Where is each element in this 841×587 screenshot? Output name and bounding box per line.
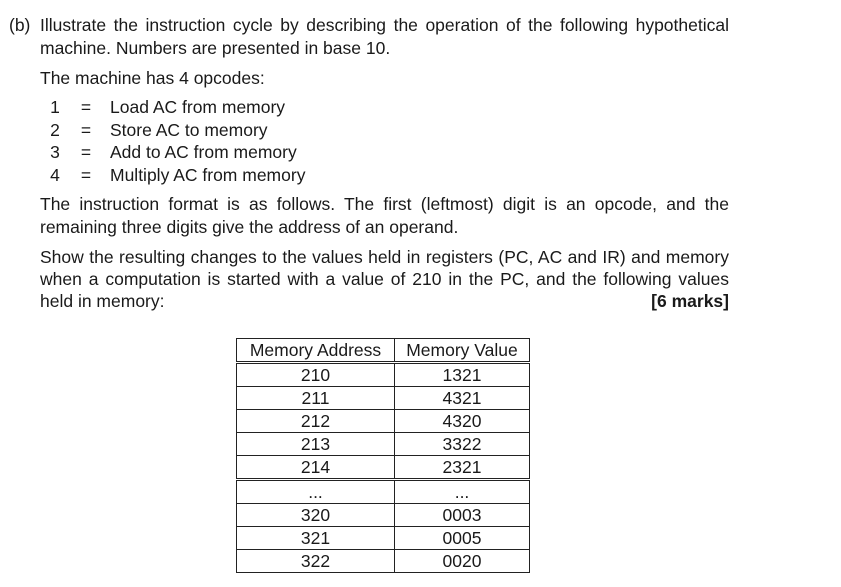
equals-sign: = — [80, 97, 92, 117]
opcode-description: Multiply AC from memory — [110, 165, 306, 185]
marks-label: [6 marks] — [651, 291, 729, 311]
opcode-number: 1 — [50, 97, 60, 117]
intro-line-2: machine. Numbers are presented in base 10. — [40, 38, 391, 58]
value-cell: 2321 — [395, 456, 530, 480]
table-row — [237, 410, 530, 433]
value-cell: 4321 — [395, 387, 530, 410]
opcode-description: Add to AC from memory — [110, 142, 297, 162]
table-row — [237, 504, 530, 527]
opcodes-heading: The machine has 4 opcodes: — [40, 68, 265, 88]
value-cell: 0020 — [395, 550, 530, 573]
intro-line-1: Illustrate the instruction cycle by describing the operation of the following hypothetical — [40, 15, 729, 35]
address-cell: ... — [237, 480, 395, 504]
opcode-number: 2 — [50, 120, 60, 140]
equals-sign: = — [80, 142, 92, 162]
task-line-3: held in memory: — [40, 291, 165, 311]
opcode-number: 3 — [50, 142, 60, 162]
equals-sign: = — [80, 120, 92, 140]
address-cell: 320 — [237, 504, 395, 527]
table-row — [237, 550, 530, 573]
table-row — [237, 433, 530, 456]
column-header-value: Memory Value — [395, 339, 530, 363]
value-cell: 3322 — [395, 433, 530, 456]
address-cell: 211 — [237, 387, 395, 410]
value-cell: 1321 — [395, 363, 530, 387]
table-row-ellipsis — [237, 480, 530, 504]
address-cell: 214 — [237, 456, 395, 480]
task-line-1: Show the resulting changes to the values held in registers (PC, AC and IR) and memory — [40, 247, 729, 267]
format-line-2: remaining three digits give the address of an operand. — [40, 217, 459, 237]
value-cell: ... — [395, 480, 530, 504]
format-line-1: The instruction format is as follows. The first (leftmost) digit is an opcode, and the — [40, 194, 729, 214]
value-cell: 0003 — [395, 504, 530, 527]
opcode-number: 4 — [50, 165, 60, 185]
table-row — [237, 387, 530, 410]
column-header-address: Memory Address — [237, 339, 395, 363]
address-cell: 212 — [237, 410, 395, 433]
opcode-description: Load AC from memory — [110, 97, 286, 117]
address-cell: 210 — [237, 363, 395, 387]
table-row — [237, 363, 530, 387]
table-header-row — [237, 339, 530, 363]
task-line-2: when a computation is started with a value of 210 in the PC, and the following values — [40, 269, 729, 289]
value-cell: 4320 — [395, 410, 530, 433]
value-cell: 0005 — [395, 527, 530, 550]
address-cell: 321 — [237, 527, 395, 550]
equals-sign: = — [80, 165, 92, 185]
opcode-description: Store AC to memory — [110, 120, 268, 140]
question-label: (b) — [9, 15, 31, 35]
memory-table — [236, 338, 530, 573]
table-row — [237, 527, 530, 550]
address-cell: 322 — [237, 550, 395, 573]
table-row — [237, 456, 530, 480]
address-cell: 213 — [237, 433, 395, 456]
